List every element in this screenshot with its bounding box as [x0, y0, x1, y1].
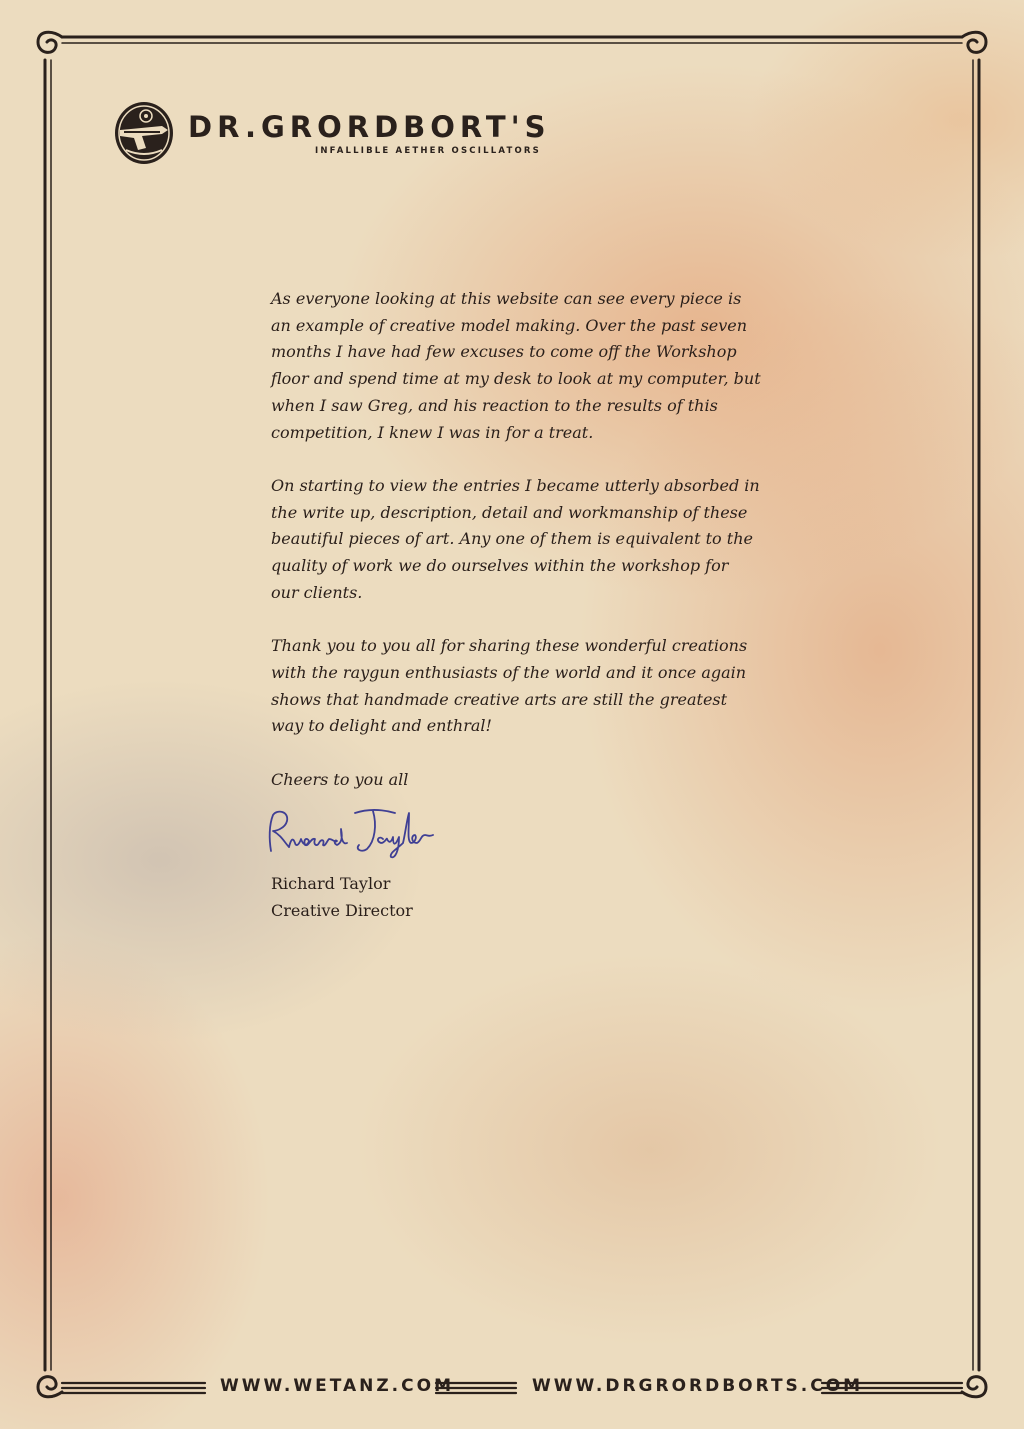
footer-link-wetanz[interactable]: WWW.WETANZ.COM	[220, 1376, 454, 1396]
signer-name: Richard Taylor	[271, 874, 391, 894]
letter-paragraph-2: On starting to view the entries I became utterly absorbed in the write up, description, detail and workmanship of these beautiful pieces of art. Any one of them is equivalent to the quality of work we do ourselves within the workshop for our clients.	[271, 475, 760, 602]
footer-link-drgrordborts[interactable]: WWW.DRGRORDBORTS.COM	[532, 1376, 864, 1396]
brand-title: DR.GRORDBORT'S	[188, 110, 551, 144]
letter-paragraph-3: Thank you to you all for sharing these wonderful creations with the raygun enthusiasts of the world and it once again shows that handmade creative arts are still the greatest way to delight and enthral!	[271, 636, 748, 736]
letter-body	[271, 286, 761, 925]
brand-subtitle: INFALLIBLE AETHER OSCILLATORS	[315, 146, 541, 156]
letter-closing: Cheers to you all	[271, 769, 409, 789]
signer-title: Creative Director	[271, 901, 413, 921]
raygun-emblem-icon	[112, 100, 176, 166]
letter-paragraph-1: As everyone looking at this website can see every piece is an example of creative model making. Over the past seven months I have had few excuses to come off the Workshop floor and spend time at my desk to look at my computer, but when I saw Greg, and his reaction to the results of this competition, I knew I was in for a treat.	[271, 289, 761, 442]
signature	[263, 799, 463, 863]
brand-logo	[112, 100, 551, 166]
